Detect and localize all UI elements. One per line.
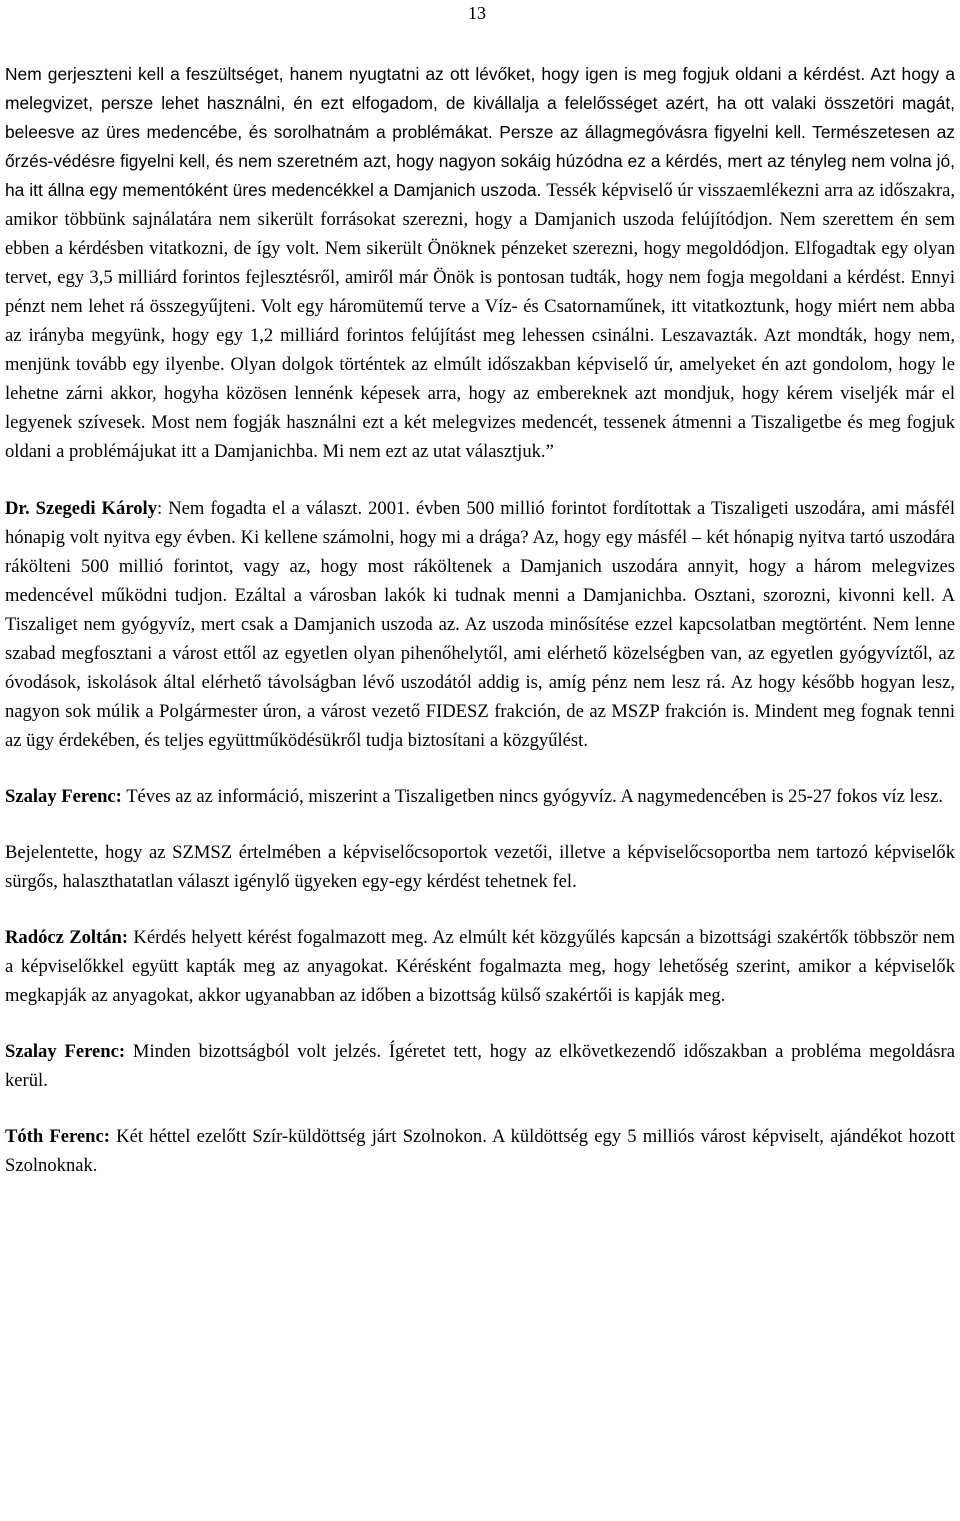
document-body (5, 60, 955, 1180)
paragraph-toth (5, 1122, 955, 1180)
paragraph-text: Minden bizottságból volt jelzés. Ígéretet tett, hogy az elkövetkezendő időszakban a probléma megoldásra kerül. (5, 1041, 955, 1091)
paragraph-radocz (5, 923, 955, 1010)
paragraph-text: Nem fogadta el a választ. 2001. évben 500 millió forintot fordítottak a Tiszaligeti uszodára, ami másfél hónapig volt nyitva egy évben. Ki kellene számolni, hogy mi a drága? Az, hogy egy másfél – két hónapig nyitva tartó uszodára rákölteni 500 millió forintot, vagy az, hogy most ráköltenek a Damjanich uszodára annyit, hogy a három melegvizes medencével működni tudjon. Ezáltal a városban lakók ki tudnak menni a Damjanichba. Osztani, szorozni, kivonni kell. A Tiszaliget nem gyógyvíz, mert csak a Damjanich uszoda az. Az uszoda minősítése ezzel kapcsolatban megtörtént. Nem lenne szabad megfosztani a várost ettől az egyetlen olyan pihenőhelytől, ami elérhető közelségben van, az egyetlen gyógyvíztől, az óvodások, iskolások által elérhető távolságban lévő uszodától addig is, amíg pénz nem lesz rá. Az hogy később hogyan lesz, nagyon sok múlik a Polgármester úron, a várost vezető FIDESZ frakción, de az MSZP frakción is. Mindent meg fognak tenni az ügy érdekében, és teljes együttműködésükről tudja biztosítani a közgyűlést. (5, 498, 955, 751)
paragraph-announcement (5, 838, 955, 896)
speaker-name: Radócz Zoltán: (5, 927, 129, 948)
page-number: 13 (468, 3, 486, 23)
speaker-name: Szalay Ferenc: (5, 1041, 126, 1062)
paragraph-text: Kérdés helyett kérést fogalmazott meg. Az elmúlt két közgyűlés kapcsán a bizottsági szakértők többször nem a képviselőkkel együtt kapták meg az anyagokat. Kérésként fogalmazta meg, hogy lehetőség szerint, amikor a képviselők megkapják az anyagokat, akkor ugyanabban az időben a bizottság külső szakértői is kapják meg. (5, 927, 955, 1006)
paragraph-text-segment: Nem gerjeszteni kell a feszültséget, hanem nyugtatni az ott lévőket, hogy igen is meg fogjuk oldani a kérdést. Azt hogy a melegvizet, persze lehet használni, én ezt elfogadom, de kivállalja a felelősséget azért, ha ott valaki összetöri magát, beleesve az üres medencébe, és sorolhatnám a problémákat. Persze az állagmegóvásra figyelni kell. (5, 64, 955, 142)
paragraph-text-segment: Természetesen az őrzés-védésre figyelni kell, és nem szeretném azt, hogy nagyon sokáig húzódna ez a kérdés, mert az tényleg nem volna jó, ha itt állna egy mementóként üres medencékkel a Damjanich uszoda. (5, 122, 955, 200)
paragraph-speech-continuation (5, 60, 955, 466)
speaker-name: Szalay Ferenc: (5, 786, 122, 807)
speaker-name: Tóth Ferenc: (5, 1126, 110, 1147)
paragraph-szegedi (5, 494, 955, 755)
paragraph-text: Két héttel ezelőtt Szír-küldöttség járt Szolnokon. A küldöttség egy 5 milliós várost képviselt, ajándékot hozott Szolnoknak. (5, 1126, 955, 1176)
paragraph-szalay-2 (5, 1037, 955, 1095)
paragraph-text: Téves az az információ, miszerint a Tiszaligetben nincs gyógyvíz. A nagymedencében is 25-27 fokos víz lesz. (126, 786, 944, 807)
speaker-separator (125, 1041, 133, 1062)
paragraph-text-segment: Tessék képviselő úr visszaemlékezni arra az időszakra, amikor többünk sajnálatára nem sikerült forrásokat szerezni, hogy a Damjanich uszoda felújítódjon. Nem szerettem én sem ebben a kérdésben vitatkozni, de így volt. Nem sikerült Önöknek pénzeket szerezni, hogy megoldódjon. Elfogadtak egy olyan tervet, egy 3,5 milliárd forintos fejlesztésről, amiről már Önök is pontosan tudták, hogy nem fogja megoldani a kérdést. Ennyi pénzt nem lehet rá összegyűjteni. Volt egy háromütemű terve a Víz- és Csatornaműnek, itt vitatkoztunk, hogy miért nem abba az irányba megyünk, hogy egy 1,2 milliárd forintos felújítást meg lehessen csinálni. Leszavazták. Azt mondták, hogy nem, menjünk tovább egy ilyenbe. Olyan dolgok történtek az elmúlt időszakban képviselő úr, amelyeket én azt gondolom, hogy le lehetne zárni akkor, hogyha közösen lennénk képesek arra, hogy az embereknek azt mondjuk, hogy kérem viseljék már el legyenek szívesek. Most nem fogják használni ezt a két melegvizes medencét, tessenek átmenni a Tiszaligetbe és meg fogjuk oldani a problémájukat itt a Damjanichba. Mi nem ezt az utat választjuk.” (5, 180, 955, 462)
speaker-separator: : (157, 498, 169, 519)
paragraph-text: Bejelentette, hogy az SZMSZ értelmében a képviselőcsoportok vezetői, illetve a képviselőcsoportba nem tartozó képviselők sürgős, halaszthatatlan választ igénylő ügyeken egy-egy kérdést tehetnek fel. (5, 842, 955, 892)
speaker-name: Dr. Szegedi Károly (5, 498, 157, 519)
paragraph-szalay-1 (5, 782, 955, 811)
